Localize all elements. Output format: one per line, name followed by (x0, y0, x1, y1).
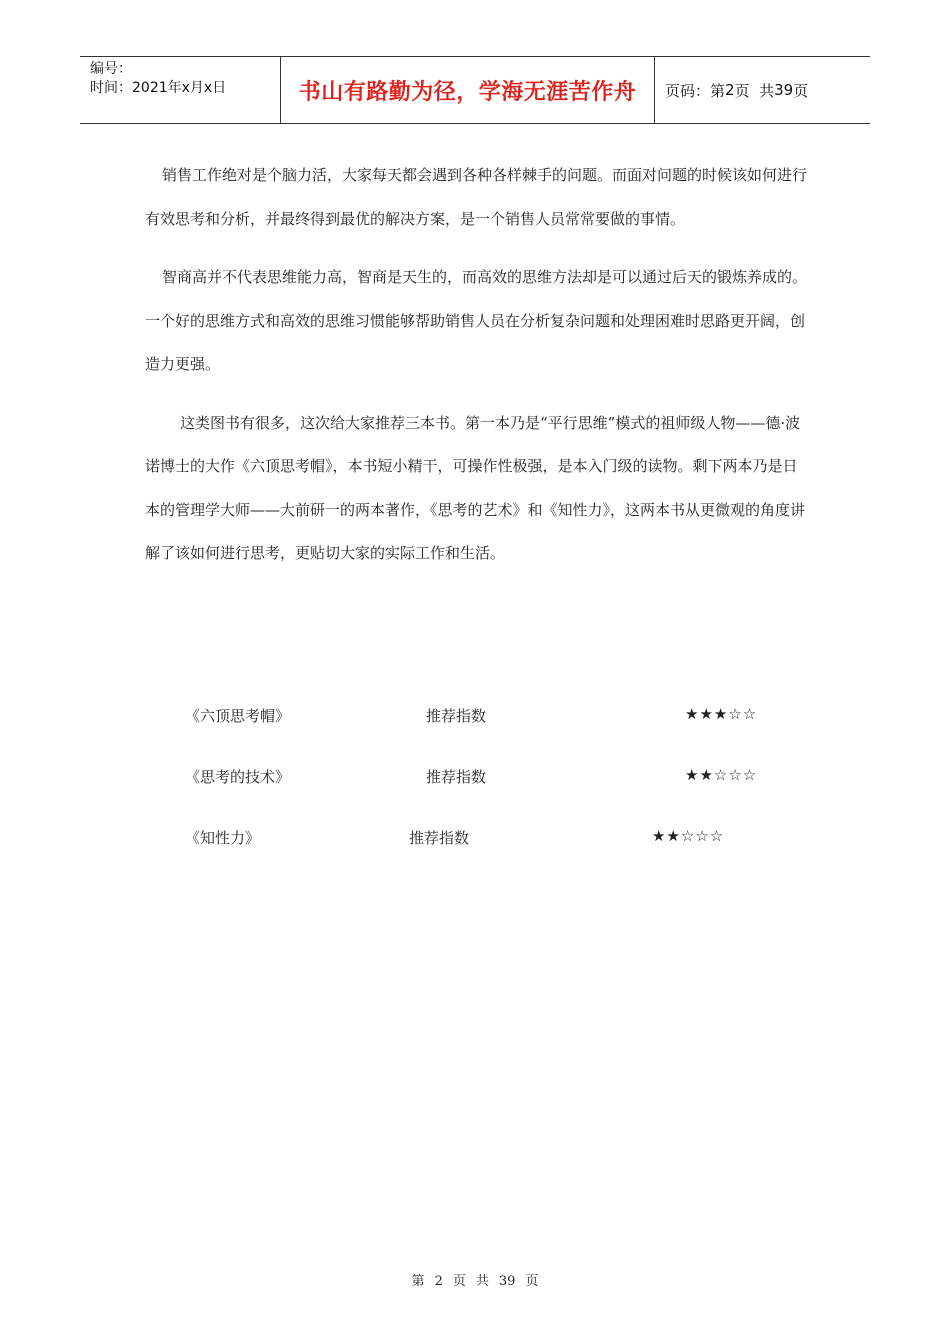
footer-gong: 共 (475, 1274, 489, 1289)
rating-row (0, 705, 758, 729)
book-title: 《六顶思考帽》 (185, 707, 291, 725)
footer-page: 2 (434, 1274, 443, 1289)
page-end-label: 页 (793, 81, 809, 100)
star-rating: ★★★☆☆ (685, 705, 758, 723)
page-mid-label: 页 共 (734, 81, 775, 100)
document-body (145, 154, 810, 591)
book-title: 《思考的技术》 (185, 768, 291, 786)
document-time-label: 时间：2021年x月x日 (90, 80, 227, 96)
rating-row (0, 766, 758, 790)
page-header (80, 56, 870, 124)
footer-total: 39 (498, 1274, 516, 1289)
star-rating: ★★☆☆☆ (652, 827, 725, 845)
star-rating: ★★☆☆☆ (685, 766, 758, 784)
paragraph: 这类图书有很多，这次给大家推荐三本书。第一本乃是“平行思维”模式的祖师级人物——德·波诺博士的大作《六顶思考帽》，本书短小精干，可操作性极强，是本入门级的读物。剩下两本乃是日本的管理学大师——大前研一的两本著作，《思考的艺术》和《知性力》，这两本书从更微观的角度讲解了该如何进行思考，更贴切大家的实际工作和生活。 (145, 413, 806, 562)
rating-label: 推荐指数 (426, 768, 487, 786)
footer-ye: 页 (452, 1274, 466, 1289)
page-current: 2 (725, 81, 735, 99)
footer-ye2: 页 (525, 1274, 539, 1289)
page-footer (0, 1270, 950, 1289)
footer-di: 第 (411, 1274, 425, 1289)
book-title: 《知性力》 (185, 829, 261, 847)
header-motto: 书山有路勤为径，学海无涯苦作舟 (281, 57, 655, 123)
paragraph: 销售工作绝对是个脑力活，大家每天都会遇到各种各样棘手的问题。而面对问题的时候该如何进行有效思考和分析，并最终得到最优的解决方案，是一个销售人员常常要做的事情。 (145, 166, 808, 228)
rating-label: 推荐指数 (426, 707, 487, 725)
document-number-label: 编号： (90, 61, 132, 77)
rating-label: 推荐指数 (409, 829, 470, 847)
header-meta (80, 57, 281, 123)
page-label: 页码：第 (665, 81, 726, 100)
header-page-info (655, 57, 870, 123)
page-total: 39 (774, 81, 794, 99)
paragraph: 智商高并不代表思维能力高，智商是天生的，而高效的思维方法却是可以通过后天的锻炼养成的。一个好的思维方式和高效的思维习惯能够帮助销售人员在分析复杂问题和处理困难时思路更开阔，创造力更强。 (145, 268, 808, 373)
rating-row (0, 827, 725, 851)
